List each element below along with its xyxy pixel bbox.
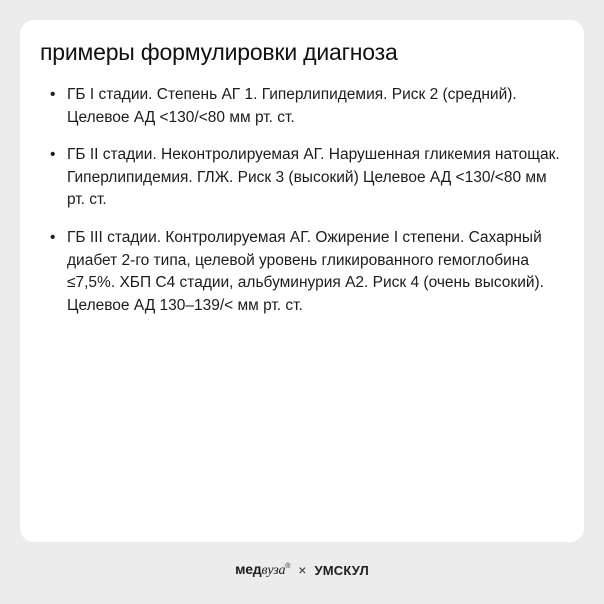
list-item [40,144,564,212]
list-item-text: ГБ III стадии. Контролируемая АГ. Ожирение I степени. Сахарный диабет 2-го типа, целевой уровень гликированного гемоглобина ≤7,5%. ХБП С4 стадии, альбуминурия А2. Риск 4 (очень высокий). Целевое АД 130–139/< мм рт. ст. [67,228,544,314]
content-card [20,20,584,542]
list-item-text: ГБ I стадии. Степень АГ 1. Гиперлипидемия. Риск 2 (средний). Целевое АД <130/<80 мм рт. ст. [67,86,517,126]
card-title: примеры формулировки диагноза [40,39,398,65]
footer-logos [0,559,604,581]
list-item-text: ГБ II стадии. Неконтролируемая АГ. Нарушенная гликемия натощак. Гиперлипидемия. ГЛЖ. Риск 3 (высокий) Целевое АД <130/<80 мм рт. ст. [67,146,560,209]
bullet-icon: • [50,146,56,164]
cross-icon: × [298,562,307,578]
diagnosis-list [40,84,564,317]
meduza-logo: медвуза® [235,561,291,578]
bullet-icon: • [50,86,56,103]
list-item [40,227,564,317]
list-item [40,84,564,129]
bullet-icon: • [50,228,56,246]
umskul-logo: УМСКУЛ [314,562,369,578]
